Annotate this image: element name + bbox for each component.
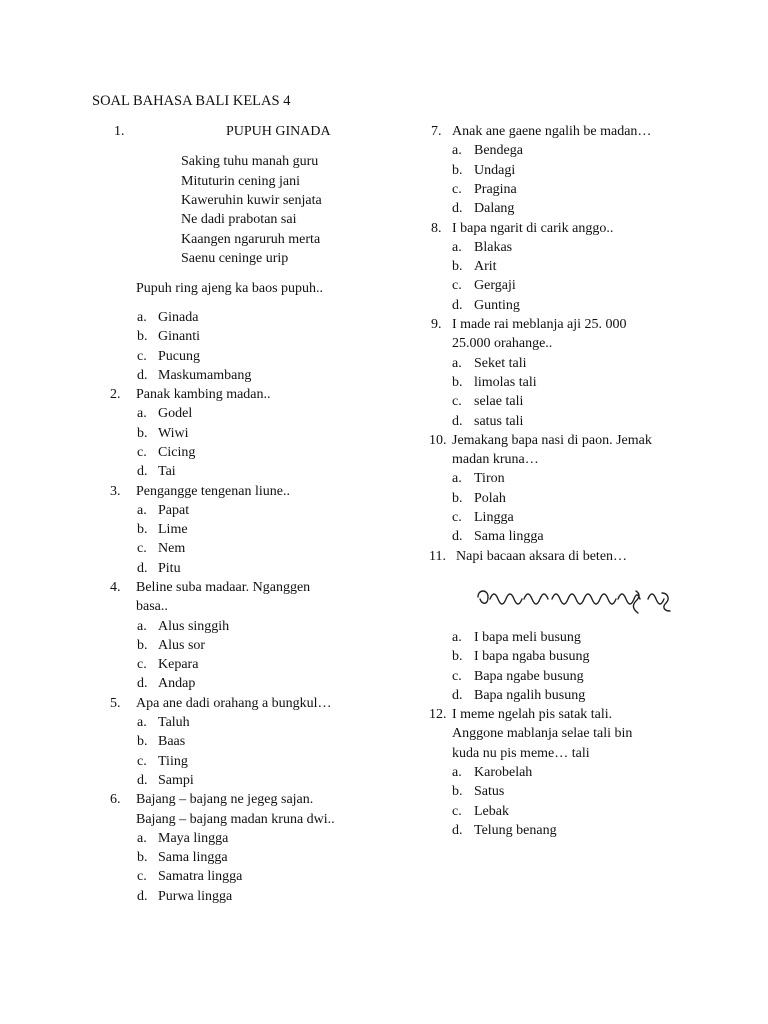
option-letter: b. bbox=[137, 522, 148, 537]
option-text: Nem bbox=[158, 541, 186, 556]
option-text: Ginanti bbox=[158, 329, 200, 344]
option-letter: c. bbox=[452, 804, 462, 819]
option-letter: b. bbox=[452, 163, 463, 178]
question-text: 25.000 orahange.. bbox=[452, 336, 553, 351]
question-text: Jemakang bapa nasi di paon. Jemak bbox=[452, 433, 652, 448]
question-number: 12. bbox=[429, 707, 447, 722]
option-letter: a. bbox=[137, 503, 147, 518]
question-text: Napi bacaan aksara di beten… bbox=[456, 549, 628, 564]
option-letter: a. bbox=[452, 471, 462, 486]
option-text: satus tali bbox=[474, 414, 524, 429]
option-text: Cicing bbox=[158, 445, 196, 460]
option-text: Bendega bbox=[474, 143, 523, 158]
option-letter: d. bbox=[452, 688, 463, 703]
poem-line: Mituturin cening jani bbox=[181, 174, 300, 189]
option-text: Godel bbox=[158, 406, 193, 421]
option-letter: a. bbox=[452, 765, 462, 780]
option-letter: c. bbox=[137, 445, 147, 460]
option-text: Pucung bbox=[158, 349, 200, 364]
option-letter: b. bbox=[452, 259, 463, 274]
option-text: Seket tali bbox=[474, 356, 527, 371]
option-letter: b. bbox=[452, 784, 463, 799]
option-letter: b. bbox=[137, 329, 148, 344]
option-letter: a. bbox=[452, 143, 462, 158]
option-letter: c. bbox=[452, 182, 462, 197]
option-text: Purwa lingga bbox=[158, 889, 233, 904]
option-text: Tiing bbox=[158, 754, 188, 769]
option-letter: c. bbox=[452, 278, 462, 293]
poem-line: Ne dadi prabotan sai bbox=[181, 212, 297, 227]
option-text: Alus sor bbox=[158, 638, 206, 653]
option-text: Papat bbox=[158, 503, 190, 518]
question-text: Pengangge tengenan liune.. bbox=[136, 484, 290, 499]
option-text: Maskumambang bbox=[158, 368, 252, 383]
option-letter: d. bbox=[137, 368, 148, 383]
option-text: Gergaji bbox=[474, 278, 516, 293]
option-letter: d. bbox=[452, 414, 463, 429]
option-letter: c. bbox=[452, 669, 462, 684]
option-letter: a. bbox=[452, 240, 462, 255]
question-text: Anak ane gaene ngalih be madan… bbox=[452, 124, 652, 139]
option-letter: a. bbox=[452, 630, 462, 645]
question-text: I made rai meblanja aji 25. 000 bbox=[452, 317, 627, 332]
option-letter: b. bbox=[137, 426, 148, 441]
option-letter: b. bbox=[452, 649, 463, 664]
option-text: Lime bbox=[158, 522, 188, 537]
option-letter: c. bbox=[452, 510, 462, 525]
question-number: 7. bbox=[431, 124, 442, 139]
option-text: Kepara bbox=[158, 657, 199, 672]
option-letter: c. bbox=[452, 394, 462, 409]
option-text: Pitu bbox=[158, 561, 181, 576]
option-letter: d. bbox=[452, 823, 463, 838]
question-number: 8. bbox=[431, 221, 442, 236]
question-text: Bajang – bajang madan kruna dwi.. bbox=[136, 812, 335, 827]
option-text: Lingga bbox=[474, 510, 514, 525]
option-text: Tai bbox=[158, 464, 176, 479]
option-text: Telung benang bbox=[474, 823, 557, 838]
option-text: Tiron bbox=[474, 471, 505, 486]
option-letter: d. bbox=[452, 529, 463, 544]
question-text: Panak kambing madan.. bbox=[136, 387, 271, 402]
option-letter: c. bbox=[137, 541, 147, 556]
question-text: I bapa ngarit di carik anggo.. bbox=[452, 221, 614, 236]
option-text: Taluh bbox=[158, 715, 190, 730]
option-text: Samatra lingga bbox=[158, 869, 243, 884]
page-title: SOAL BAHASA BALI KELAS 4 bbox=[92, 93, 291, 109]
option-text: Pragina bbox=[474, 182, 517, 197]
option-text: Sama lingga bbox=[158, 850, 228, 865]
option-letter: d. bbox=[137, 561, 148, 576]
poem-line: Kaangen ngaruruh merta bbox=[181, 232, 321, 247]
option-text: Gunting bbox=[474, 298, 520, 313]
option-letter: a. bbox=[452, 356, 462, 371]
option-letter: b. bbox=[452, 491, 463, 506]
option-letter: d. bbox=[137, 773, 148, 788]
question-text: Apa ane dadi orahang a bungkul… bbox=[136, 696, 332, 711]
option-letter: a. bbox=[137, 715, 147, 730]
option-letter: a. bbox=[137, 310, 147, 325]
question-number: 2. bbox=[110, 387, 121, 402]
question-number: 3. bbox=[110, 484, 121, 499]
option-text: Baas bbox=[158, 734, 186, 749]
option-letter: d. bbox=[452, 201, 463, 216]
option-letter: c. bbox=[137, 349, 147, 364]
question-number: 4. bbox=[110, 580, 121, 595]
question-text: Anggone mablanja selae tali bin bbox=[452, 726, 633, 741]
option-letter: c. bbox=[137, 754, 147, 769]
option-letter: a. bbox=[137, 831, 147, 846]
poem-line: Kaweruhin kuwir senjata bbox=[181, 193, 322, 208]
option-text: Satus bbox=[474, 784, 505, 799]
question-text: basa.. bbox=[136, 599, 168, 614]
option-letter: b. bbox=[137, 850, 148, 865]
option-text: Ginada bbox=[158, 310, 199, 325]
option-text: Maya lingga bbox=[158, 831, 229, 846]
option-letter: c. bbox=[137, 657, 147, 672]
option-letter: a. bbox=[137, 406, 147, 421]
balinese-script-image bbox=[472, 579, 678, 615]
option-letter: a. bbox=[137, 619, 147, 634]
option-text: Andap bbox=[158, 676, 196, 691]
question-number: 10. bbox=[429, 433, 447, 448]
option-letter: b. bbox=[452, 375, 463, 390]
option-text: selae tali bbox=[474, 394, 524, 409]
question-text: madan kruna… bbox=[452, 452, 539, 467]
option-letter: d. bbox=[452, 298, 463, 313]
question-text: Beline suba madaar. Nganggen bbox=[136, 580, 311, 595]
option-text: Sama lingga bbox=[474, 529, 544, 544]
option-text: limolas tali bbox=[474, 375, 537, 390]
option-text: Sampi bbox=[158, 773, 194, 788]
option-letter: b. bbox=[137, 638, 148, 653]
question-text: kuda nu pis meme… tali bbox=[452, 746, 590, 761]
option-letter: d. bbox=[137, 889, 148, 904]
option-text: I bapa meli busung bbox=[474, 630, 581, 645]
option-letter: b. bbox=[137, 734, 148, 749]
option-text: Polah bbox=[474, 491, 506, 506]
question-text: I meme ngelah pis satak tali. bbox=[452, 707, 613, 722]
option-text: Karobelah bbox=[474, 765, 533, 780]
question-text: Bajang – bajang ne jegeg sajan. bbox=[136, 792, 314, 807]
option-text: Arit bbox=[474, 259, 497, 274]
question-number: 5. bbox=[110, 696, 121, 711]
question-prompt: Pupuh ring ajeng ka baos pupuh.. bbox=[136, 281, 324, 296]
option-text: Lebak bbox=[474, 804, 509, 819]
option-text: Wiwi bbox=[158, 426, 189, 441]
question-number: 11. bbox=[429, 549, 446, 564]
poem-line: Saking tuhu manah guru bbox=[181, 154, 319, 169]
question-number: 6. bbox=[110, 792, 121, 807]
poem-line: Saenu ceninge urip bbox=[181, 251, 289, 266]
option-text: Bapa ngabe busung bbox=[474, 669, 584, 684]
option-text: Bapa ngalih busung bbox=[474, 688, 586, 703]
option-text: Undagi bbox=[474, 163, 516, 178]
option-text: I bapa ngaba busung bbox=[474, 649, 590, 664]
option-text: Dalang bbox=[474, 201, 515, 216]
option-letter: d. bbox=[137, 676, 148, 691]
option-letter: c. bbox=[137, 869, 147, 884]
question-number: 9. bbox=[431, 317, 442, 332]
option-letter: d. bbox=[137, 464, 148, 479]
option-text: Alus singgih bbox=[158, 619, 230, 634]
question-number: 1. bbox=[114, 124, 125, 139]
option-text: Blakas bbox=[474, 240, 513, 255]
question-heading: PUPUH GINADA bbox=[226, 124, 331, 139]
